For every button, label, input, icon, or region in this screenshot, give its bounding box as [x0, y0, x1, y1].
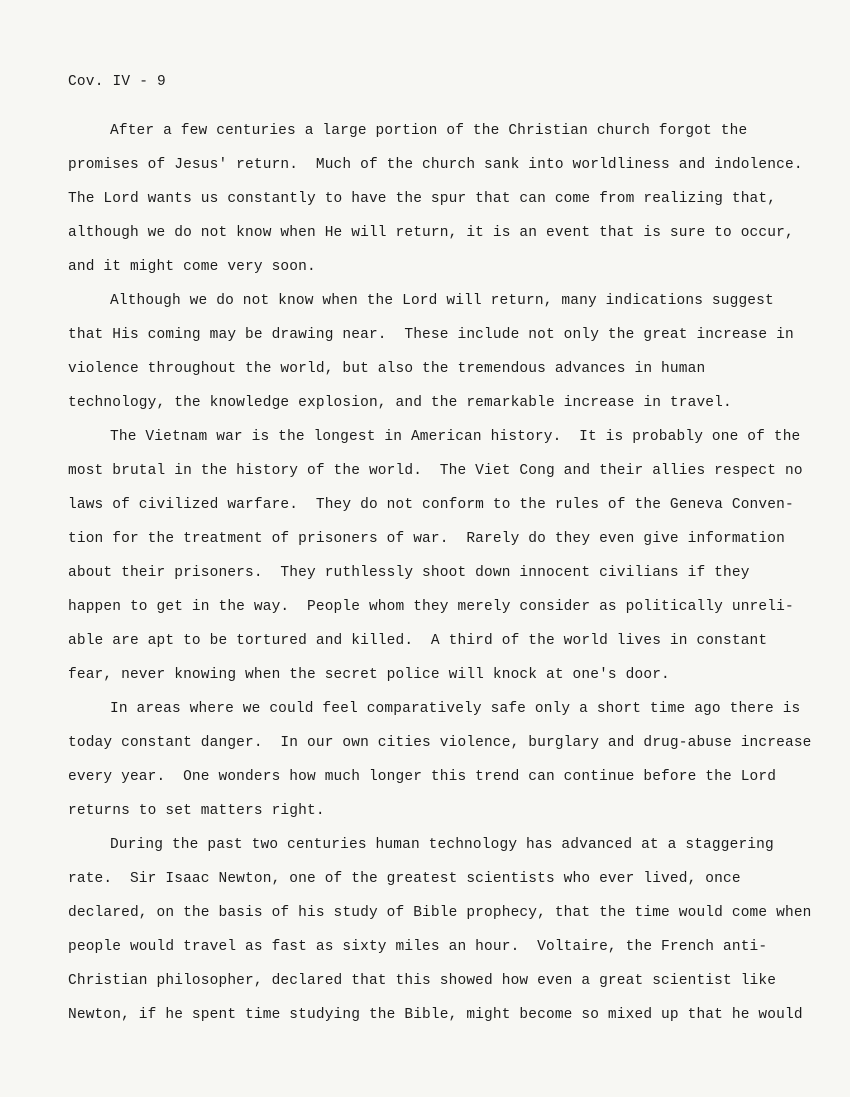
paragraph-line: laws of civilized warfare. They do not conform to the rules of the Geneva Conven- [68, 497, 794, 513]
paragraph-line: returns to set matters right. [68, 803, 325, 819]
page-number-header: Cov. IV - 9 [68, 74, 166, 90]
paragraph-line: The Lord wants us constantly to have the spur that can come from realizing that, [68, 191, 777, 207]
paragraph-first-line: After a few centuries a large portion of the Christian church forgot the [110, 123, 748, 139]
paragraph-line: fear, never knowing when the secret police will knock at one's door. [68, 667, 670, 683]
paragraph-line: most brutal in the history of the world. The Viet Cong and their allies respect no [68, 463, 803, 479]
paragraph-first-line: The Vietnam war is the longest in American history. It is probably one of the [110, 429, 801, 445]
paragraph-line: that His coming may be drawing near. These include not only the great increase in [68, 327, 794, 343]
paragraph-line: today constant danger. In our own cities violence, burglary and drug-abuse increase [68, 735, 812, 751]
paragraph-line: tion for the treatment of prisoners of war. Rarely do they even give information [68, 531, 785, 547]
paragraph-line: promises of Jesus' return. Much of the church sank into worldliness and indolence. [68, 157, 803, 173]
paragraph-line: Christian philosopher, declared that this showed how even a great scientist like [68, 973, 777, 989]
paragraph-first-line: Although we do not know when the Lord will return, many indications suggest [110, 293, 774, 309]
paragraph-line: about their prisoners. They ruthlessly shoot down innocent civilians if they [68, 565, 750, 581]
paragraph-line: rate. Sir Isaac Newton, one of the greatest scientists who ever lived, once [68, 871, 741, 887]
paragraph-first-line: During the past two centuries human technology has advanced at a staggering [110, 837, 774, 853]
paragraph-line: and it might come very soon. [68, 259, 316, 275]
paragraph-line: declared, on the basis of his study of Bible prophecy, that the time would come when [68, 905, 812, 921]
paragraph-line: technology, the knowledge explosion, and the remarkable increase in travel. [68, 395, 732, 411]
paragraph-line: able are apt to be tortured and killed. A third of the world lives in constant [68, 633, 768, 649]
paragraph-line: Newton, if he spent time studying the Bible, might become so mixed up that he would [68, 1007, 803, 1023]
paragraph-line: every year. One wonders how much longer this trend can continue before the Lord [68, 769, 777, 785]
paragraph-line: people would travel as fast as sixty miles an hour. Voltaire, the French anti- [68, 939, 768, 955]
paragraph-line: happen to get in the way. People whom they merely consider as politically unreli- [68, 599, 794, 615]
paragraph-line: although we do not know when He will return, it is an event that is sure to occur, [68, 225, 794, 241]
paragraph-line: violence throughout the world, but also the tremendous advances in human [68, 361, 706, 377]
paragraph-first-line: In areas where we could feel comparatively safe only a short time ago there is [110, 701, 801, 717]
